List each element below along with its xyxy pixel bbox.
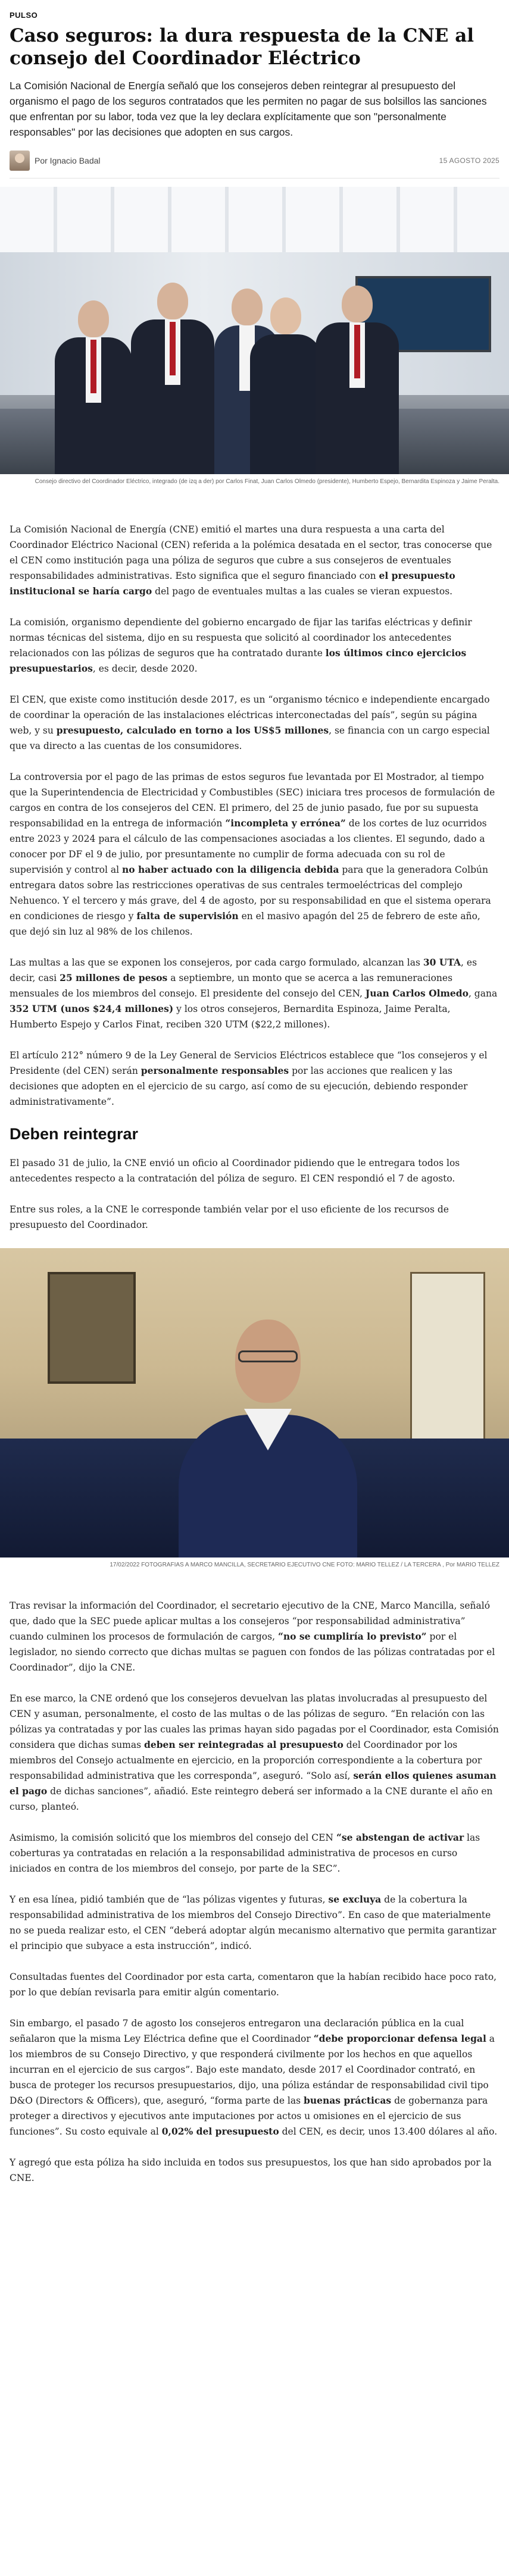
article-paragraph <box>10 1048 499 1110</box>
article-paragraph <box>10 692 499 754</box>
emphasis-text: “debe proporcionar defensa legal <box>313 2033 486 2044</box>
emphasis-text: el presupuesto institucional se haría cargo <box>10 570 455 597</box>
emphasis-text: 0,02% del presupuesto <box>161 2126 279 2137</box>
paragraph-text: En ese marco, la CNE ordenó que los consejeros devuelvan las platas involucradas al presupuesto del CEN y asuman, personalmente, el costo de las multas o de las pólizas de seguro. “En relación con las pólizas ya contratadas y por las cuales las primas hayan sido pagadas por el Coordinador, esta Comisión considera que dichas sumas <box>10 1693 499 1750</box>
paragraph-text: para que la generadora Colbún entregara datos sobre las restricciones operativas de sus centrales termoeléctricas del complejo Nehuenco. Y el tercero y más grave, del 4 de agosto, por su responsabilidad en que el sistema operara en condiciones de riesgo y <box>10 864 491 922</box>
article-paragraph <box>10 1598 499 1675</box>
paragraph-text: y los otros consejeros, Bernardita Espinoza, Jaime Peralta, Humberto Espejo y Carlos Finat, reciben 320 UTM ($22,2 millones). <box>10 1004 451 1030</box>
emphasis-text: se excluya <box>328 1894 382 1905</box>
paragraph-text: Las multas a las que se exponen los consejeros, por cada cargo formulado, alcanzan las <box>10 957 423 968</box>
emphasis-text: 30 UTA <box>423 957 461 968</box>
emphasis-text: “se abstengan de activar <box>336 1832 464 1843</box>
article-paragraph <box>10 1202 499 1233</box>
article-lead: La Comisión Nacional de Energía señaló que los consejeros deben reintegrar al presupuesto del organismo el pago de los seguros contratados que les permiten no pagar de sus bolsillos las sanciones que enfrentan por su labor, toda vez que la ley declara explícitamente que son "personalmente responsables" por las decisiones que adopten en sus cargos. <box>10 80 487 138</box>
paragraph-text: El artículo 212° número 9 de la Ley General de Servicios Eléctricos establece que “los consejeros y el Presidente (del CEN) serán <box>10 1050 488 1076</box>
mancilla-photo <box>0 1248 509 1557</box>
article-paragraph <box>10 522 499 599</box>
lead-photo-caption: Consejo directivo del Coordinador Eléctrico, integrado (de izq a der) por Carlos Finat, Juan Carlos Olmedo (presidente), Humberto Espejo, Bernardita Espinoza y Jaime Peralta. <box>35 478 499 485</box>
second-photo-caption: 17/02/2022 FOTOGRAFIAS A MARCO MANCILLA, SECRETARIO EJECUTIVO CNE FOTO: MARIO TELLEZ / LA TERCERA , Por MARIO TELLEZ <box>110 1562 499 1568</box>
paragraph-text: del pago de eventuales multas a las cuales se vieran expuestos. <box>152 586 453 597</box>
paragraph-text: , se financia con un cargo especial que va directo a las cuentas de los consumidores. <box>10 725 490 751</box>
paragraph-text: , es decir, casi <box>10 957 477 983</box>
article-body-part-2 <box>0 1155 509 1233</box>
article-body-part-3 <box>0 1598 509 2186</box>
article-paragraph <box>10 1892 499 1954</box>
paragraph-text: Tras revisar la información del Coordinador, el secretario ejecutivo de la CNE, Marco Mancilla, señaló que, dado que la SEC puede aplicar multas a los consejeros “por responsabilidad administrativa” cuando culminen los procesos de formulación de cargos, <box>10 1600 491 1642</box>
paragraph-text: Entre sus roles, a la CNE le corresponde también velar por el uso eficiente de los recursos de presupuesto del Coordinador. <box>10 1204 449 1230</box>
emphasis-text: personalmente responsables <box>140 1065 289 1076</box>
paragraph-text: a los miembros de su Consejo Directivo, y que responderá civilmente por los hechos en que aquellos incurran en el ejercicio de sus cargos”. Bajo este mandato, desde 2017 el Coordinador contrató, en busca de proteger los recursos presupuestarios, dijo, una póliza estándar de responsabilidad civil tipo D&O (Directors & Officers), que, aseguró, “forma parte de las <box>10 2033 495 2106</box>
emphasis-text: los últimos cinco ejercicios presupuestarios <box>10 647 467 674</box>
paragraph-text: La controversia por el pago de las primas de estos seguros fue levantada por El Mostrador, al tiempo que la Superintendencia de Electricidad y Combustibles (SEC) iniciara tres procesos de formulación de cargos en contra de los consejeros del CEN. El primero, del 25 de junio pasado, fue por su supuesta responsabilidad en la entrega de información <box>10 772 495 829</box>
article-paragraph <box>10 1691 499 1815</box>
paragraph-text: , gana <box>468 988 498 999</box>
emphasis-text: 352 UTM (unos $24,4 millones) <box>10 1003 174 1014</box>
emphasis-text: falta de supervisión <box>136 910 239 922</box>
paragraph-text: de gobernanza para proteger a directivos y ejecutivos ante imputaciones por actos u omisiones en el ejercicio de sus funciones”. Su costo equivale al <box>10 2095 488 2137</box>
article-headline: Caso seguros: la dura respuesta de la CNE al consejo del Coordinador Eléctrico <box>10 25 474 69</box>
emphasis-text: no haber actuado con la diligencia debida <box>121 864 339 875</box>
article-paragraph <box>10 769 499 939</box>
paragraph-text: Y agregó que esta póliza ha sido incluida en todos sus presupuestos, los que han sido aprobados por la CNE. <box>10 2157 492 2183</box>
article-paragraph <box>10 2155 499 2186</box>
article-paragraph <box>10 1830 499 1876</box>
paragraph-text: del CEN, es decir, unos 13.400 dólares al año. <box>279 2126 498 2137</box>
author-block[interactable] <box>10 151 101 171</box>
paragraph-text: Y en esa línea, pidió también que de “las pólizas vigentes y futuras, <box>10 1894 329 1905</box>
paragraph-text: La comisión, organismo dependiente del gobierno encargado de fijar las tarifas eléctricas y definir normas técnicas del sistema, dijo en su respuesta que solicitó al coordinador los antecedentes relacionados con las pólizas de seguros que ha contratado durante <box>10 617 472 659</box>
paragraph-text: por las acciones que realicen y las decisiones que adopten en el ejercicio de su cargo, así como de su ejecución, debiendo responder administrativamente”. <box>10 1066 468 1107</box>
paragraph-text: La Comisión Nacional de Energía (CNE) emitió el martes una dura respuesta a una carta del Coordinador Eléctrico Nacional (CEN) referida a la polémica desatada en el sector, tras conocerse que el CEN como institución paga una póliza de seguros que cubre a sus consejeros de eventuales responsabilidades administrativas. Esto significa que el seguro financiado con <box>10 524 492 581</box>
paragraph-text: de la cobertura la responsabilidad administrativa de los miembros del Consejo Directivo”. En caso de que materialmente no se pueda realizar esto, el CEN “deberá adoptar algún mecanismo alternativo que permita garantizar el principio que subyace a esta instrucción”, indicó. <box>10 1894 496 1951</box>
byline <box>10 151 499 178</box>
article-paragraph <box>10 1969 499 2000</box>
paragraph-text: Asimismo, la comisión solicitó que los miembros del consejo del CEN <box>10 1832 336 1843</box>
paragraph-text: las coberturas ya contratadas en relación a la responsabilidad administrativa de procesos en curso iniciados en contra de los miembros del consejo, por parte de la SEC”. <box>10 1832 480 1874</box>
author-name[interactable]: Por Ignacio Badal <box>35 156 101 165</box>
second-figure <box>0 1248 509 1569</box>
paragraph-text: de los cortes de luz ocurridos entre 2023 y 2024 para el cálculo de las compensaciones asociadas a los clientes. El segundo, dado a conocer por DF el 9 de julio, por presuntamente no cumplir de forma adecuada con su rol de supervisión y control al <box>10 818 487 875</box>
article-paragraph <box>10 955 499 1032</box>
subheading-deben-reintegrar: Deben reintegrar <box>10 1125 139 1143</box>
paragraph-text: El pasado 31 de julio, la CNE envió un oficio al Coordinador pidiendo que le entregara todos los antecedentes respecto a la contratación del póliza de seguro. El CEN respondió el 7 de agosto. <box>10 1158 460 1184</box>
emphasis-text: 25 millones de pesos <box>60 972 168 983</box>
lead-figure <box>0 187 509 486</box>
paragraph-text: , es decir, desde 2020. <box>92 663 198 674</box>
author-avatar[interactable] <box>10 151 30 171</box>
emphasis-text: deben ser reintegradas al presupuesto <box>144 1739 344 1750</box>
paragraph-text: El CEN, que existe como institución desde 2017, es un “organismo técnico e independiente encargado de coordinar la operación de las instalaciones eléctricas interconectadas del país”, según su página web, y su <box>10 694 490 736</box>
article-paragraph <box>10 615 499 676</box>
section-tag[interactable]: PULSO <box>10 11 38 20</box>
emphasis-text: “incompleta y errónea” <box>225 817 346 829</box>
emphasis-text: presupuesto, calculado en torno a los US$5 millones <box>56 725 329 736</box>
article-paragraph <box>10 1155 499 1186</box>
board-photo <box>0 187 509 474</box>
emphasis-text: Juan Carlos Olmedo <box>365 988 469 999</box>
paragraph-text: por el legislador, no siendo correcto que dichas multas se paguen con fondos de las pólizas contratadas por el Coordinador”, dijo la CNE. <box>10 1631 495 1673</box>
emphasis-text: “no se cumpliría lo previsto” <box>277 1631 427 1642</box>
paragraph-text: Consultadas fuentes del Coordinador por esta carta, comentaron que la habían recibido hace poco rato, por lo que debían revisarla para emitir algún comentario. <box>10 1972 497 1998</box>
paragraph-text: del Coordinador por los miembros del Consejo actualmente en ejercicio, en la proporción correspondiente a la cobertura por responsabilidad administrativa que les corresponda”, aseguró. “Solo así, <box>10 1740 482 1781</box>
paragraph-text: Sin embargo, el pasado 7 de agosto los consejeros entregaron una declaración pública en la cual señalaron que la misma Ley Eléctrica define que el Coordinador <box>10 2018 464 2044</box>
article-paragraph <box>10 2016 499 2139</box>
emphasis-text: buenas prácticas <box>304 2095 392 2106</box>
emphasis-text: serán ellos quienes asuman el pago <box>10 1770 496 1797</box>
paragraph-text: de dichas sanciones”, añadió. Este reintegro deberá ser informado a la CNE durante el año en curso, planteó. <box>10 1786 493 1812</box>
paragraph-text: a septiembre, un monto que se acerca a las remuneraciones mensuales de los miembros del consejo. El presidente del consejo del CEN, <box>10 973 453 999</box>
article-body-part-1 <box>0 522 509 1110</box>
publish-date: 15 AGOSTO 2025 <box>439 156 499 165</box>
paragraph-text: en el masivo apagón del 25 de febrero de este año, que dejó sin luz al 98% de los chilenos. <box>10 911 480 937</box>
